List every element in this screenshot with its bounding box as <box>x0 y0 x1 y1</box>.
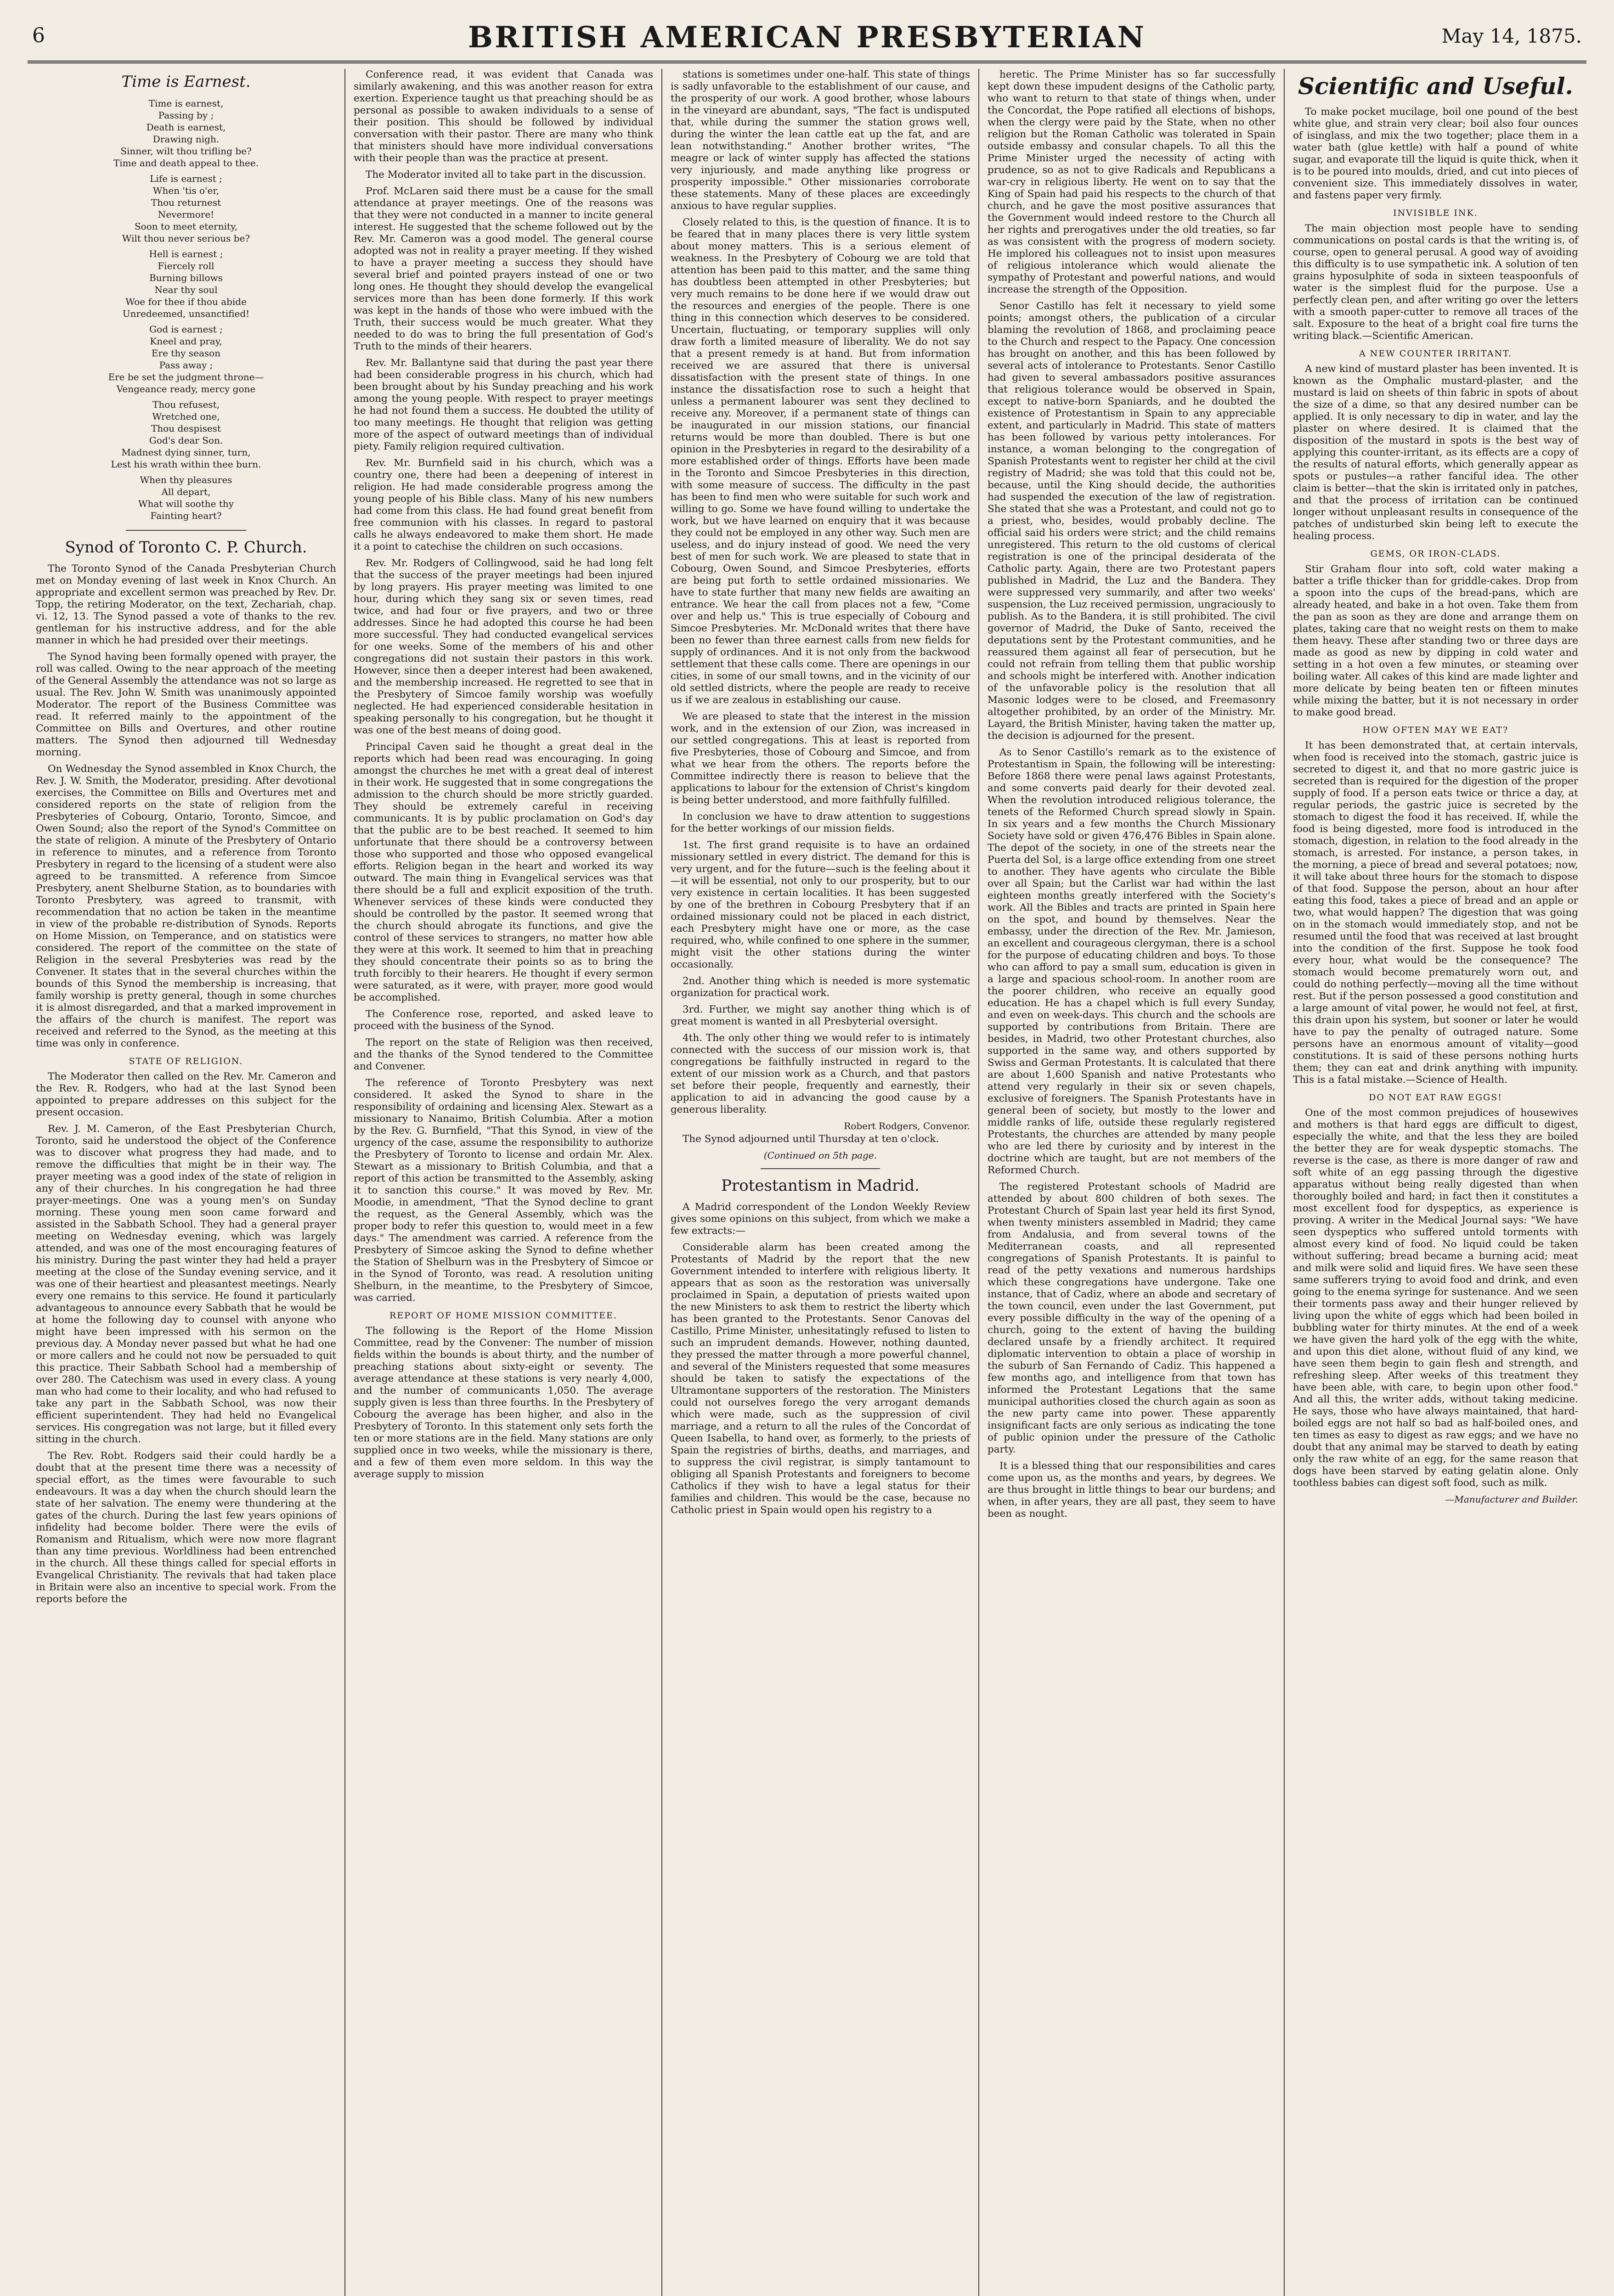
eat-heading: HOW OFTEN MAY WE EAT? <box>1362 725 1509 735</box>
poem-title: Time is Earnest. <box>121 73 251 91</box>
paragraph: The Moderator then called on the Rev. Mr. Cameron and the Rev. R. Rodgers, who had at the last Synod been appointed to prepare addresses on this subject for the present occasion. <box>36 1071 336 1118</box>
paragraph: 3rd. Further, we might say another thing which is of great moment is wanted in all Presbyterial oversight. <box>671 1004 970 1027</box>
mucilage-body <box>1293 106 1578 202</box>
column-2-body <box>354 69 653 1304</box>
paragraph: It has been demonstrated that, at certain intervals, when food is received into the stomach, gastric juice is secreted to digest it, and that no more gastric juice is secreted than is required for the digestion of the proper supply of food. If a person eats twice or thrice a day, at regular periods, the gastric juice is secreted by the stomach to digest the food it has received. If, while the food is being digested, more food is introduced in the stomach, digestion, in relation to the food already in the stomach, is arrested. For instance, a person takes, in the morning, a piece of bread and several potatoes; now, it will take about three hours for the stomach to dispose of that food. Suppose the person, about an hour after eating this food, takes a piece of bread and an apple or two, what would happen? The digestion that was going on in the stomach would immediately stop, and not be resumed until the food that was received at last brought into the condition of the first. Suppose he took food every hour, what would be the consequence? The stomach would become prematurely worn out, and could do nothing perfectly—moving all the time without rest. But if the person possessed a good constitution and a large amount of vital power, he would not feel, at first, this drain upon his system, but sooner or later he would have to pay the penalty of outraged nature. Some persons have an enormous amount of vitality—good constitutions. It is said of these persons nothing hurts them; they can eat and drink anything with impunity. This is a fatal mistake.—Science of Health. <box>1293 740 1578 1086</box>
madrid-title: Protestantism in Madrid. <box>721 1176 920 1195</box>
paragraph: The registered Protestant schools of Madrid are attended by about 800 children of both sexes. The Protestant Church of Spain last year held its first Synod, when twenty ministers assembled in Madrid; they came from Andalusia, and from several towns of the Mediterranean coasts, and all represented congregations of Spanish Protestants. It is painful to read of the petty vexations and numerous hardships which these congregations have undergone. Take one instance, that of Cadiz, where an abode and secretary of the town council, even under the last Government, put every possible difficulty in the way of the opening of a church, going to the extent of having the building declared unsafe by a friendly architect. It required diplomatic intervention to obtain a place of worship in the suburb of San Fernando of Cadiz. This happened a few months ago, and intelligence from that town has informed the Protestant Legations that the same municipal authorities closed the church again as soon as the new party came into power. These apparently insignificant facts are only serious as indicating the tone of public opinion under the pressure of the Catholic party. <box>988 1181 1275 1455</box>
paragraph: stations is sometimes under one-half. This state of things is sadly unfavorable to the establishment of our cause, and the prosperity of our work. A good brother, whose labours in the vineyard are abundant, says, "The fact is undisputed that, while during the summer the station grows well, during the winter the lean cattle eat up the fat, and are lean notwithstanding." Another brother writes, "The meagre or lack of winter supply has affected the stations very injuriously, and made anything like progress or prosperity impossible." Other missionaries corroborate these statements. Many of these places are exceedingly anxious to have regular supplies. <box>671 69 970 212</box>
paragraph: The Conference rose, reported, and asked leave to proceed with the business of the Synod. <box>354 1008 653 1032</box>
eggs-heading: DO NOT EAT RAW EGGS! <box>1369 1092 1502 1103</box>
paragraph: In conclusion we have to draw attention to suggestions for the better workings of our mission fields. <box>671 811 970 834</box>
poem-line: Vengeance ready, mercy gone <box>116 383 256 394</box>
paragraph: On Wednesday the Synod assembled in Knox Church, the Rev. J. W. Smith, the Moderator, presiding. After devotional exercises, the Committee on Bills and Overtures met and considered reports on the state of religion from the Presbyteries of Cobourg, Ontario, Toronto, Simcoe, and Owen Sound; also the report of the Synod's Committee on the state of religion. A minute of the Presbytery of Ontario in reference to minutes, and a reference from Toronto Presbytery in regard to the licensing of a student were also agreed to be transmitted. A reference from Simcoe Presbytery, anent Shelburne Station, as to boundaries with Toronto Presbytery, was agreed to transmit, with recommendation that no action be taken in the meantime in view of the probable re-distribution of Synods. Reports on Home Mission, on Temperance, and on statistics were considered. The report of the committee on the state of Religion in the several Presbyteries was read by the Convener. It states that in the several churches within the bounds of this Synod the membership is increasing, that family worship is pretty general, though in some churches it is almost disregarded, and that a marked improvement in the affairs of the church is manifest. The report was received and referred to the Synod, as the meeting at this time was only in conference. <box>36 763 336 1049</box>
ink-heading: INVISIBLE INK. <box>1393 208 1478 218</box>
paragraph: The main objection most people have to sending communications on postal cards is that the writing is, of course, open to general perusal. A good way of avoiding this difficulty is to use sympathetic ink. A solution of ten grains hyposulphite of soda in sixteen teaspoonfuls of water is the simplest fluid for the purpose. Use a perfectly clean pen, and after writing go over the letters with a smooth paper-cutter to remove all traces of the salt. Exposure to the heat of a bright coal fire turns the writing black.—Scientific American. <box>1293 223 1578 342</box>
madrid-body <box>671 1201 970 1516</box>
poem-line: Soon to meet eternity, <box>134 221 238 232</box>
paragraph: Rev. Mr. Ballantyne said that during the past year there had been considerable progress in his church, which had been brought about by his Sunday preaching and his work among the young people. With respect to prayer meetings he had not found them a success. He doubted the utility of too many meetings. He thought that religion was getting more of the aspect of outward meetings than of individual piety. Family religion required cultivation. <box>354 357 653 452</box>
irritant-body <box>1293 363 1578 542</box>
paragraph: A new kind of mustard plaster has been invented. It is known as the Omphalic mustard-plaster, and the mustard is laid on sheets of thin fabric in spots of about the size of a dime, so that any desired number can be applied. It is only necessary to dip in water, and lay the plaster on where desired. It is claimed that the disposition of the mustard in spots is the best way of applying this counter-irritant, as its effects are a copy of the results of natural efforts, which generally appear as spots or pustules—a rather fanciful idea. The other claim is better—that the skin is irritated only in patches, and that the process of irritation can be continued longer without unpleasant results in consequence of the patches of undisturbed skin being left to execute the healing process. <box>1293 363 1578 542</box>
poem-line: Unredeemed, unsanctified! <box>122 308 250 319</box>
paragraph: Conference read, it was evident that Canada was similarly awakening, and this was another reason for extra exertion. Experience taught us that preaching should be as personal as possible to awaken individuals to a sense of their position. This should be followed by individual conversation with their pastor. There are many who think that ministers should have more individual conversations with their people than was the practice at present. <box>354 69 653 164</box>
poem-line: Lest his wrath within thee burn. <box>111 459 261 470</box>
gems-body <box>1293 563 1578 719</box>
poem-line: Time is earnest, <box>148 98 224 109</box>
section-title: Scientific and Useful. <box>1298 73 1573 100</box>
poem-line: Wretched one, <box>152 411 220 422</box>
paragraph: The Toronto Synod of the Canada Presbyterian Church met on Monday evening of last week in Knox Church. An appropriate and excellent sermon was preached by Rev. Dr. Topp, the retiring Moderator, on the text, Zechariah, chap. vi. 12, 13. The Synod passed a vote of thanks to the rev. gentleman for his instructive address, and for the able manner in which he had presided over their meetings. <box>36 563 336 646</box>
poem-line: Ere thy season <box>151 348 221 359</box>
home-mission-body <box>354 1325 653 1480</box>
paragraph: The Synod having been formally opened with prayer, the roll was called. Owing to the near approach of the meeting of the General Assembly the attendance was not so large as usual. The Rev. John W. Smith was unanimously appointed Moderator. The report of the Business Committee was read. It referred mainly to the appointment of the Committee on Bills and Overtures, and other routine matters. The Synod then adjourned till Wednesday morning. <box>36 651 336 758</box>
paragraph: heretic. The Prime Minister has so far successfully kept down these impudent designs of the Catholic party, who want to return to that state of things when, under the Concordat, the Pope ratified all elections of bishops, when the clergy were paid by the State, when no other religion but the Roman Catholic was tolerated in Spain outside embassy and consular chapels. To all this the Prime Minister urged the necessity of acting with prudence, so as not to give Radicals and Republicans a war-cry in religious liberty. He went on to say that the King of Spain had paid his respects to the church of that church, and he gave the most positive assurances that the Government would indeed restore to the Church all her rights and prerogatives under the old treaties, so far as was consistent with the progress of modern society. He implored his colleagues not to insist upon measures of religious intolerance which would alienate the sympathy of Protestant and powerful nations, and would increase the strength of the Opposition. <box>988 69 1275 295</box>
synod-title: Synod of Toronto C. P. Church. <box>65 538 307 557</box>
poem-line: Nevermore! <box>158 209 214 220</box>
poem-line: Burning billows <box>149 272 223 283</box>
column-5 <box>1284 69 1586 2296</box>
poem-line: Thou refusest, <box>152 399 220 410</box>
poem-line: Time and death appeal to thee. <box>113 158 259 169</box>
paragraph: As to Senor Castillo's remark as to the existence of Protestantism in Spain, the following will be interesting: Before 1868 there were penal laws against Protestants, and some converts paid dearly for their devoted zeal. When the revolution introduced religious tolerance, the tenets of the Reformed Church spread slowly in Spain. In six years and a few months the Church Missionary Society have sold or given 476,476 Bibles in Spain alone. The depot of the society, in one of the streets near the Puerta del Sol, is a large office extending from one street to another. They have agents who circulate the Bible over all Spain; but the Carlist war had within the last eighteen months greatly interfered with the Society's work. All the Bibles and tracts are printed in Spain here on the spot, and bound by themselves. Near the embassy, under the direction of the Rev. Mr. Jamieson, an excellent and courageous clergyman, there is a school for the purpose of educating children and boys. To those who can afford to pay a small sum, education is given in a large and spacious school-room. In another room are the poorer children, who receive an equally good education. He has a chapel which is full every Sunday, and even on week-days. This church and the schools are supported by contributions from Britain. There are besides, in Madrid, two other Protestant churches, also supported in the same way, and others supported by Swiss and German Protestants. It is calculated that there are about 1,600 Spanish and native Protestants who attend very regularly in their six or seven chapels, exclusive of foreigners. The Spanish Protestants have in general been of society, but mostly to the lower and middle ranks of life, outside these regularly registered Protestants, the churches are attended by many people who are led there by curiosity and by interest in the doctrine which are taught, but are not members of the Reformed Church. <box>988 747 1275 1176</box>
poem-line: Ere be set the judgment throne— <box>108 371 264 383</box>
paragraph: The following is the Report of the Home Mission Committee, read by the Convener: The number of mission fields within the bounds is about thirty, and the number of preaching stations about sixty-eight or seventy. The average attendance at these stations is very nearly 4,000, and the number of communicants 1,050. The average supply given is less than three fourths. In the Presbytery of Cobourg the average has been higher, and also in the Presbytery of Toronto. In this statement only sets forth the ten or more stations are in the field. Many stations are only supplied once in two weeks, while the missionary is there, and a few of them even more seldom. In this way the average supply to mission <box>354 1325 653 1480</box>
signature: Robert Rodgers, Convenor. <box>844 1120 970 1131</box>
poem-line: Death is earnest, <box>146 122 226 133</box>
poem-line: God's dear Son. <box>149 435 223 446</box>
ink-body <box>1293 223 1578 342</box>
gems-heading: GEMS, OR IRON-CLADS. <box>1370 549 1501 559</box>
paragraph: One of the most common prejudices of housewives and mothers is that hard eggs are difficult to digest, especially the white, and that the less they are boiled the better they are for weak dyspeptic stomachs. The reverse is the case, as there is more danger of raw and soft white of an egg passing through the digestive apparatus without being really digested than when thoroughly boiled and hard; in fact then it constitutes a most excellent food for dyspeptics, as experience is proving. A writer in the Medical Journal says: "We have seen dyspeptics who suffered untold torments with almost every kind of food. No liquid could be taken without suffering; bread became a burning acid; meat and milk were solid and liquid fires. We have seen these same sufferers trying to avoid food and drink, and even going to the enema syringe for sustenance. And we seen their torments pass away and their hunger relieved by living upon the white of eggs which had been boiled in bubbling water for thirty minutes. At the end of a week we have given the hard yolk of the egg with the white, and upon this diet alone, without fluid of any kind, we have seen them begin to gain flesh and strength, and refreshing sleep. After weeks of this treatment they have been able, with care, to begin upon other food." And all this, the writer adds, without taking medicine. He says, those who have always maintained, that hard-boiled eggs are not half so bad as half-boiled ones, and ten times as easy to digest as raw eggs; and we have no doubt that any animal may be starved to death by eating only the raw white of an egg, for the same reason that dogs have been starved by eating gelatin alone. Only toothless babies can digest soft food, such as milk. <box>1293 1107 1578 1489</box>
issue-date: May 14, 1875. <box>1441 25 1582 47</box>
paragraph: Rev. Mr. Rodgers of Collingwood, said he had long felt that the success of the prayer meetings had been injured by long prayers. His prayer meeting was limited to one hour, during which they sang six or seven times, read twice, and had four or five prayers, and two or three addresses. Since he had adopted this course he had been more successful. They had conducted evangelical services for one weeks. Some of the members of his and other congregations did not sustain their pastors in this work. However, since then a deeper interest had been awakened, and the membership increased. He regretted to see that in the Presbytery of Simcoe family worship was woefully neglected. He had experienced considerable hesitation in speaking personally to his congregation, but he thought it was one of the best means of doing good. <box>354 557 653 736</box>
eggs-body <box>1293 1107 1578 1489</box>
column-4 <box>978 69 1284 2296</box>
poem-line: Hell is earnest ; <box>149 248 223 259</box>
divider <box>126 530 246 531</box>
divider <box>761 1168 880 1169</box>
poem-line: When thy pleasures <box>140 474 232 485</box>
continued-note: (Continued on 5th page. <box>763 1150 877 1161</box>
columns <box>28 69 1586 2296</box>
home-mission-heading: REPORT OF HOME MISSION COMMITTEE. <box>389 1311 617 1321</box>
column-2 <box>344 69 661 2296</box>
poem-line: Thou returnest <box>151 197 221 208</box>
paragraph: It is a blessed thing that our responsibilities and cares come upon us, as the months and years, by degrees. We are thus brought in little things to bear our burdens; and when, in after years, they are all past, they seem to have been as nought. <box>988 1460 1275 1519</box>
poem-line: Fiercely roll <box>158 260 214 271</box>
poem-line: Thou despisest <box>151 423 221 434</box>
poem-line: Fainting heart? <box>150 510 222 521</box>
poem-line: What will soothe thy <box>138 498 234 509</box>
paragraph: We are pleased to state that the interest in the mission work, and in the extension of our Zion, was increased in our settled congregations. This at least is reported from five Presbyteries, those of Cobourg and Simcoe, and from what we hear from the others. The reports before the Committee indirectly there is reason to believe that the applications to labour for the extension of Christ's kingdom is being better understood, and more faithfully fulfilled. <box>671 711 970 806</box>
poem-line: All depart, <box>161 486 211 497</box>
column-3 <box>661 69 978 2296</box>
paragraph: The Rev. Robt. Rodgers said their could hardly be a doubt that at the present time there was a necessity of special effort, as the times were favourable to such endeavours. It was a day when the church should learn the state of her salvation. The enemy were thundering at the gates of the church. During the last few years opinions of infidelity had become bolder. There were the evils of Romanism and Ritualism, which were now more flagrant than any time previous. Worldliness had been entrenched in the church. All these things called for special efforts in Evangelical Christianity. The revivals that had taken place in Britain were also an incentive to special work. From the reports before the <box>36 1450 336 1605</box>
poem-line: Passing by ; <box>158 110 214 121</box>
poem-line: Near thy soul <box>154 284 218 295</box>
paragraph: Prof. McLaren said there must be a cause for the small attendance at prayer meetings. One of the reasons was that they were not conducted in a manner to incite general interest. He suggested that the scheme followed out by the Rev. Mr. Cameron was a good model. The general course adopted was not in reality a prayer meeting. If they wished to have a prayer meeting a success they should have several brief and pointed prayers instead of one or two long ones. He thought they should develop the evangelical services more than has been done formerly. If this work was kept in the hands of those who were imbued with the Truth, their success would be much greater. What they needed to do was to bring the full presentation of God's Truth to the minds of their hearers. <box>354 186 653 352</box>
masthead <box>28 18 1586 63</box>
newspaper-title: BRITISH AMERICAN PRESBYTERIAN <box>468 20 1146 55</box>
paragraph: Closely related to this, is the question of finance. It is to be feared that in many places there is very little system about money matters. This is a serious element of weakness. In the Presbytery of Cobourg we are told that attention has been paid to this matter, and the same thing has doubtless been attempted in other Presbyteries; but very much remains to be done here if we would draw out the resources and energies of the people. There is one thing in this connection which deserves to be considered. Uncertain, fluctuating, or temporary supplies will only draw forth a limited measure of liberality. We do not say that a present remedy is at hand. But from information received we are assured that there is universal dissatisfaction with the present state of things. In one instance the dissatisfaction rose to such a height that unless a permanent labourer was sent they declined to receive any. Moreover, if a permanent state of things can be inaugurated in our mission stations, our financial returns would be more than doubled. There is but one opinion in the Presbyteries in regard to the desirability of a more established order of things. Efforts have been made in the Toronto and Simcoe Presbyteries in this direction, with some measure of success. The difficulty in the past has been to find men who were suitable for such work and willing to go. Some we have found willing to undertake the work, but we have learned on enquiry that it was because they could not be employed in any other way. Such men are useless, and do injury instead of good. We need the very best of men for such work. We are pleased to state that in Cobourg, Owen Sound, and Simcoe Presbyteries, efforts are being put forth to settle ordained missionaries. We have to state further that many new fields are awaiting an entrance. We hear the call from places not a few, "Come over and help us." This is true especially of Cobourg and Simcoe Presbyteries. Mr. McDonald writes that there have been no fewer than three earnest calls from new fields for supply of ordinances. And it is not only from the backwood settlement that these calls come. There are openings in our cities, in some of our small towns, and in the vicinity of our old settled districts, where the people are ready to receive us if we are zealous in establishing our cause. <box>671 217 970 706</box>
poem <box>36 97 336 522</box>
paragraph: To make pocket mucilage, boil one pound of the best white glue, and strain very clear; boil also four ounces of isinglass, and mix the two together; place them in a water bath (glue kettle) with half a pound of white sugar, and evaporate till the liquid is quite thick, when it is to be poured into moulds, dried, and cut into pieces of convenient size. This immediately dissolves in water, and fastens paper very firmly. <box>1293 106 1578 201</box>
poem-line: Pass away ; <box>159 360 213 371</box>
poem-line: Kneel and pray, <box>150 336 222 347</box>
paragraph: Senor Castillo has felt it necessary to yield some points; amongst others, the publication of a circular blaming the revolution of 1868, and proclaiming peace to the Church and respect to the Papacy. One concession has brought on another, and this has been followed by several acts of intolerance to Protestants. Senor Castillo had given to several ambassadors positive assurances that religious tolerance would be observed in Spain, except to native-born Spaniards, and he doubted the existence of Protestantism in Spain to any appreciable extent, and particularly in Madrid. This state of matters has been followed by various petty intolerances. For instance, a woman belonging to the congregation of Spanish Protestants went to register her child at the civil registry of Madrid; she was told that this could not be, because, until the King should decide, the authorities had suspended the execution of the law of registration. She stated that she was a Protestant, and could not go to a priest, who, besides, would probably decline. The official said his orders were strict; and the child remains unregistered. This return to the old customs of clerical registration is one of the principal desiderata of the Catholic party. Again, there are two Protestant papers published in Madrid, the Luz and the Bandera. They were suppressed very summarily, and after two weeks' suspension, the Luz received permission, ungraciously to publish. As to the Bandera, it is still prohibited. The civil governor of Madrid, the Duke of Santo, received the deputations sent by the Protestant communities, and he reassured them against all fear of persecution, but he could not refrain from telling them that public worship and schools might be interfered with. Another indication of the unfavorable policy is the resolution that all Masonic lodges were to be closed, and Freemasonry altogether prohibited, by an order of the Ministry. Mr. Layard, the British Minister, having taken the matter up, the decision is adjourned for the present. <box>988 300 1275 742</box>
column-4-body <box>988 69 1275 1520</box>
poem-line: Sinner, wilt thou trifling be? <box>120 146 252 157</box>
paragraph: 4th. The only other thing we would refer to is intimately connected with the success of our mission work is, that congregations be faithfully instructed in regard to the extent of our mission work as a Church, and that pastors set before their people, frequently and earnestly, their application to aid in advancing the good cause by a generous liberality. <box>671 1032 970 1115</box>
poem-line: God is earnest ; <box>149 324 223 335</box>
paragraph: Stir Graham flour into soft, cold water making a batter a trifle thicker than for griddle-cakes. Drop from a spoon into the cups of the bread-pans, which are already heated, and bake in a hot oven. Take them from the pan as soon as they are done and arrange them on plates, taking care that no weight rests on them to make them heavy. These after standing two or three days are made as good as new by dipping in cold water and setting in a hot oven a few minutes, or steaming over boiling water. All cakes of this kind are made lighter and more delicate by being beaten ten or fifteen minutes while mixing the batter, but it is not necessary in order to make good bread. <box>1293 563 1578 718</box>
paragraph: Rev. Mr. Burnfield said in his church, which was a country one, there had been a deepening of interest in religion. He had made considerable progress among the young people of his Bible class. Many of his new numbers had come from this class. He had found great benefit from free communion with his classes. In regard to pastoral calls he always endeavored to make them short. He made it a point to catechise the children on such occasions. <box>354 457 653 552</box>
eggs-source: —Manufacturer and Builder. <box>1445 1494 1578 1505</box>
irritant-heading: A NEW COUNTER IRRITANT. <box>1359 349 1512 359</box>
poem-line: Wilt thou never serious be? <box>122 233 250 244</box>
paragraph: Considerable alarm has been created among the Protestants of Madrid by the report that the new Government intended to interfere with religious liberty. It appears that as soon as the restoration was universally proclaimed in Spain, a deputation of priests waited upon the new Ministers to ask them to restrict the liberty which has been granted to the Protestants. Senor Canovas del Castillo, Prime Minister, unhesitatingly refused to listen to such an imprudent demands. However, nothing daunted, they pressed the matter through a more powerful channel, and several of the Ministers requested that some measures should be taken to satisfy the expectations of the Ultramontane supporters of the restoration. The Ministers could not ourselves forego the very arrogant demands which were made, such as the suppression of civil marriage, and a return to all the rules of the Concordat of Queen Isabella, to hand over, as formerly, to the priests of Spain the registries of births, deaths, and marriages, and to suppress the civil registrar, is simply tantamount to obliging all Spanish Protestants and foreigners to become Catholics if they wish to have a legal status for their families and children. This would be the case, because no Catholic priest in Spain would open his registry to a <box>671 1242 970 1516</box>
paragraph: 1st. The first grand requisite is to have an ordained missionary settled in every district. The demand for this is very urgent, and for the future—such is the feeling about it—it will be essential, not only to our prosperity, but to our very existence in certain localities. It has been suggested by one of the brethren in Cobourg Presbytery that if an ordained missionary could not be placed in each district, each Presbytery might have one or more, as the case required, who, while confined to one sphere in the summer, might visit the other stations during the winter occasionally. <box>671 839 970 970</box>
state-of-religion-heading: STATE OF RELIGION. <box>129 1056 243 1066</box>
paragraph: Principal Caven said he thought a great deal in the reports which had been read was encouraging. In going amongst the churches he met with a great deal of interest in their work. He suggested that in some congregations the admission to the church should be more strictly guarded. They should be extremely careful in receiving communicants. It is by public proclamation on God's day that the public are to be best reached. It seemed to him unfortunate that there should be a controversy between those who supported and those who opposed evangelical efforts. Religion began in the heart and worked its way outward. The main thing in Evangelical services was that there should be a full and explicit exposition of the truth. Whenever services of these kinds were conducted they should be controlled by the pastor. It seemed wrong that the church should abrogate its functions, and give the control of these services to strangers, no matter how able they were at this work. It seemed to him that in preaching they should concentrate their points so as to bring the truth forcibly to their hearers. He thought if every sermon were saturated, as it were, with prayer, more good would be accomplished. <box>354 741 653 1003</box>
page-number: 6 <box>32 24 45 47</box>
paragraph: A Madrid correspondent of the London Weekly Review gives some opinions on this subject, from which we make a few extracts:— <box>671 1201 970 1237</box>
adjourn-note: The Synod adjourned until Thursday at ten o'clock. <box>683 1133 939 1145</box>
column-3-body <box>671 69 970 1116</box>
synod-body <box>36 563 336 1050</box>
paragraph: The Moderator invited all to take part in the discussion. <box>366 169 646 180</box>
column-1 <box>28 69 344 2296</box>
poem-line: Woe for thee if thou abide <box>125 296 247 307</box>
paragraph: 2nd. Another thing which is needed is more systematic organization for practical work. <box>671 975 970 999</box>
state-of-religion-body <box>36 1071 336 1605</box>
eat-body <box>1293 740 1578 1086</box>
paragraph: The report on the state of Religion was then received, and the thanks of the Synod tendered to the Committee and Convener. <box>354 1037 653 1072</box>
poem-line: When 'tis o'er, <box>152 185 220 196</box>
paragraph: The reference of Toronto Presbytery was next considered. It asked the Synod to share in the responsibility of ordaining and licensing Alex. Stewart as a missionary to Nanaimo, British Columbia. After a motion by the Rev. G. Burnfield, "That this Synod, in view of the urgency of the case, assume the responsibility to authorize the Presbytery of Toronto to license and ordain Mr. Alex. Stewart as a missionary to British Columbia, and that a report of this action be transmitted to the Assembly, asking it to sanction this course." It was moved by Rev. Mr. Moodie, in amendment, "That the Synod decline to grant the request, as the General Assembly, which was the proper body to refer this question to, would meet in a few days." The amendment was carried. A reference from the Presbytery of Simcoe asking the Synod to define whether the Station of Shelburn was in the Presbytery of Simcoe or in the Synod of Toronto, was read. A resolution uniting Shelburn, in the meantime, to the Presbytery of Simcoe, was carried. <box>354 1077 653 1304</box>
paragraph: Rev. J. M. Cameron, of the East Presbyterian Church, Toronto, said he understood the object of the Conference was to discover what progress they had made, and to remove the difficulties that might be in their way. The prayer meeting was a good index of the state of religion in any of their churches. In his congregation he had three prayer-meetings. One was a young men's on Sunday morning. These young men soon came forward and assisted in the Sabbath School. They had a general prayer meeting on Wednesday evening, which was largely attended, and was one of the most encouraging features of his ministry. During the past winter they had held a prayer meeting at the close of the Sunday evening service, and it was one of their heartiest and pleasantest meetings. Nearly every one remains to this service. He found it particularly advantageous to announce every Sabbath that he would be at home the following day to counsel with anyone who might have been impressed with his sermon on the previous day. A Monday never passed but what he had one or more callers and he could not now be persuaded to quit this practice. Their Sabbath School had a membership of over 280. The Catechism was used in every class. A young man who had come to their locality, and who had refused to take any part in the Sabbath School, was now their efficient superintendent. They had held no Evangelical services. His congregation was not large, but it filled every sitting in the church. <box>36 1123 336 1445</box>
poem-line: Madnest dying sinner, turn, <box>121 447 251 458</box>
poem-line: Life is earnest ; <box>150 173 222 184</box>
poem-line: Drawing nigh. <box>152 134 220 145</box>
